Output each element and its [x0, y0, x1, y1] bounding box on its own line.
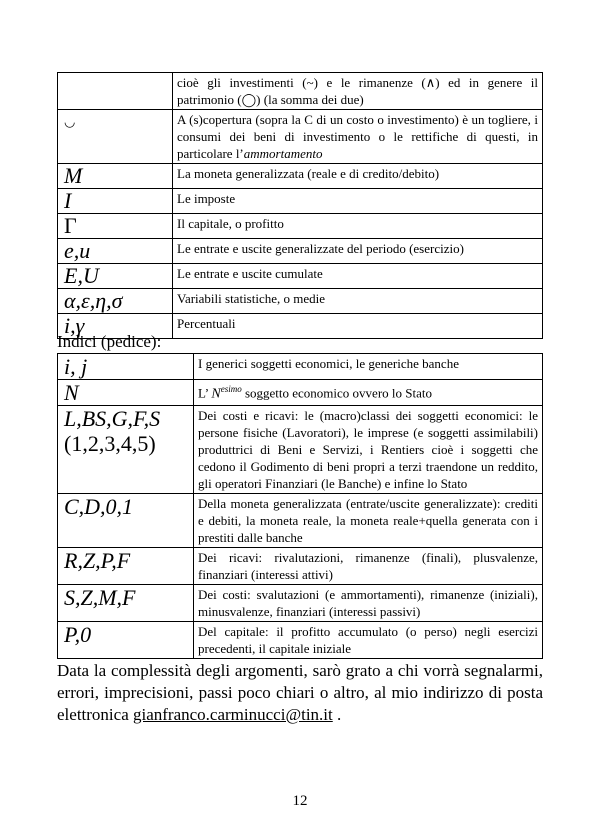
symbol-cell: S,Z,M,F	[58, 585, 194, 622]
description-cell: Le entrate e uscite cumulate	[173, 264, 543, 289]
symbol-cell: R,Z,P,F	[58, 548, 194, 585]
table-row	[58, 110, 543, 164]
description-cell: Variabili statistiche, o medie	[173, 289, 543, 314]
description-emphasis: ammortamento	[243, 146, 323, 161]
contact-paragraph	[57, 660, 543, 726]
symbol-cell: E,U	[58, 264, 173, 289]
table-row	[58, 494, 543, 548]
indices-heading: Indici (pedice):	[57, 332, 162, 351]
symbols-table	[57, 72, 543, 339]
symbol-cell: α,ε,η,σ	[58, 289, 173, 314]
description-text: soggetto economico ovvero lo Stato	[241, 385, 432, 401]
description-cell: Percentuali	[173, 314, 543, 339]
symbol-cell	[58, 406, 194, 494]
contact-end: .	[332, 705, 342, 724]
symbol-cell: I	[58, 189, 173, 214]
description-cell: Della moneta generalizzata (entrate/uscite generalizzate): crediti e debiti, la moneta reale, la moneta reale+quella generata con i prestiti dalle banche	[194, 494, 543, 548]
symbol-cell: P,0	[58, 622, 194, 659]
email-link[interactable]: gianfranco.carminucci@tin.it	[133, 705, 333, 724]
description-cell: Le imposte	[173, 189, 543, 214]
table-row	[58, 548, 543, 585]
symbol-cell	[58, 73, 173, 110]
description-text: A (s)copertura (sopra la C di un costo o investimento) è un togliere, i consumi dei beni di investimento o le rettifiche di questi, in particolare l’	[177, 112, 538, 161]
contact-text: Data la complessità degli argomenti, sarò grato a chi vorrà segnalarmi, errori, imprecisioni, passi poco chiari o altro, al mio indirizzo di posta elettronica	[57, 661, 543, 724]
symbol-cell: C,D,0,1	[58, 494, 194, 548]
table-row	[58, 189, 543, 214]
symbol-line: L,BS,G,F,S	[64, 406, 161, 431]
symbol-cell: e,u	[58, 239, 173, 264]
symbol-cell: N	[58, 380, 194, 406]
symbol-cell: ◡	[58, 110, 173, 164]
table-row	[58, 164, 543, 189]
description-cell: Dei costi e ricavi: le (macro)classi dei soggetti economici: le persone fisiche (Lavoratori), le imprese (e soggetti assimilabili) produttrici di Beni e Servizi, i Rentiers cioè i soggetti che cedono il Godimento di beni propri a terzi traendone un reddito, gli operatori Finanziari (le Banche) e infine lo Stato	[194, 406, 543, 494]
description-cell: I generici soggetti economici, le generiche banche	[194, 354, 543, 380]
table-row	[58, 264, 543, 289]
superscript-esimo: esimo	[220, 384, 242, 394]
symbol-cell: i,γ	[58, 314, 173, 339]
table-row	[58, 622, 543, 659]
symbol-line-numbers: (1,2,3,4,5)	[64, 431, 156, 456]
description-cell: Del capitale: il profitto accumulato (o perso) negli esercizi precedenti, il capitale iniziale	[194, 622, 543, 659]
description-cell: La moneta generalizzata (reale e di credito/debito)	[173, 164, 543, 189]
symbol-cell: M	[58, 164, 173, 189]
description-cell: cioè gli investimenti (~) e le rimanenze (∧) ed in genere il patrimonio (◯) (la somma dei due)	[173, 73, 543, 110]
table-row	[58, 380, 543, 406]
symbol-cell: i, j	[58, 354, 194, 380]
table-row	[58, 585, 543, 622]
description-cell: Il capitale, o profitto	[173, 214, 543, 239]
table-row	[58, 214, 543, 239]
description-cell: Le entrate e uscite generalizzate del periodo (esercizio)	[173, 239, 543, 264]
table-row	[58, 406, 543, 494]
table-row	[58, 239, 543, 264]
description-cell: Dei costi: svalutazioni (e ammortamenti), rimanenze (iniziali), minusvalenze, finanziari (interessi passivi)	[194, 585, 543, 622]
table-row	[58, 289, 543, 314]
indices-table	[57, 353, 543, 659]
description-cell: Dei ricavi: rivalutazioni, rimanenze (finali), plusvalenze, finanziari (interessi attivi)	[194, 548, 543, 585]
n-symbol: N	[211, 386, 221, 402]
symbol-cell: Γ	[58, 214, 173, 239]
page-number: 12	[292, 793, 308, 809]
description-text: L’	[198, 385, 212, 401]
table-row	[58, 354, 543, 380]
description-cell	[194, 380, 543, 406]
description-cell	[173, 110, 543, 164]
table-row	[58, 73, 543, 110]
